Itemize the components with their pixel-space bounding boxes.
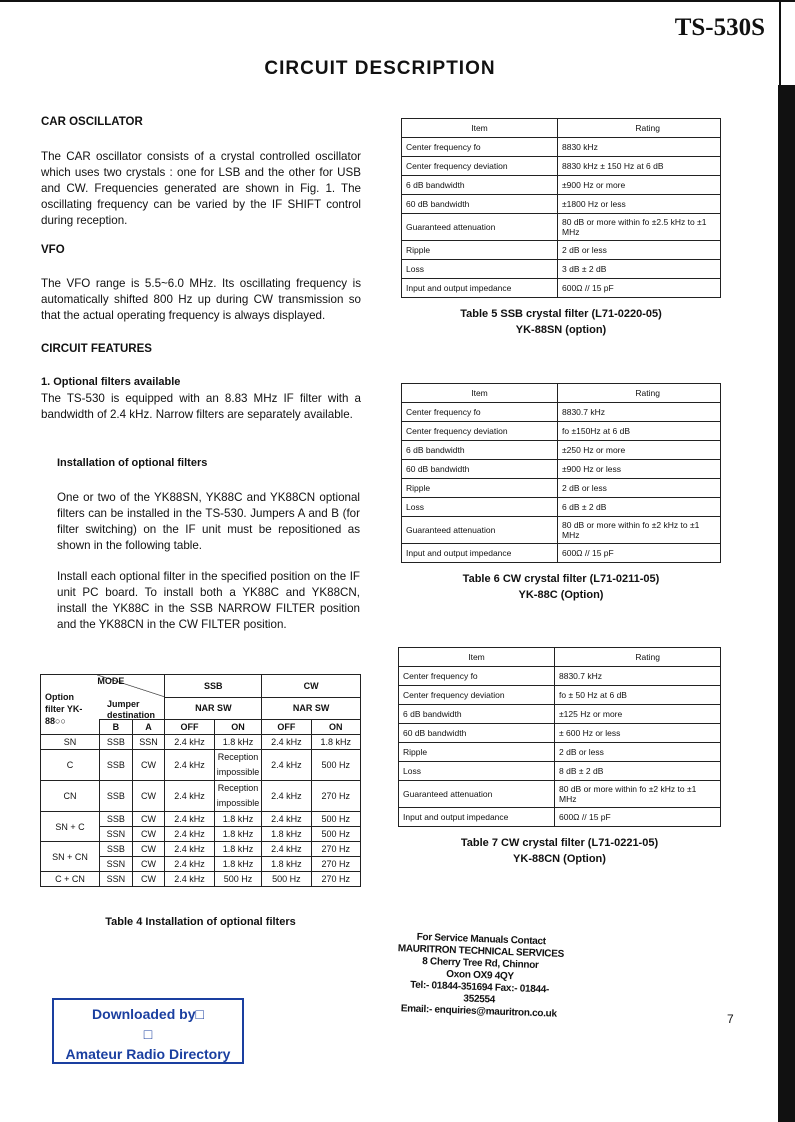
value-cell: 270 Hz	[311, 872, 360, 887]
value-cell: CW	[132, 781, 165, 812]
table-row	[41, 781, 361, 812]
table-row	[399, 762, 721, 781]
value-cell: 2.4 kHz	[165, 750, 214, 781]
value-cell: SSN	[100, 857, 133, 872]
table-4	[40, 674, 361, 887]
value-cell: 2.4 kHz	[165, 812, 214, 827]
value-cell: 500 Hz	[311, 750, 360, 781]
column-header: B	[100, 720, 133, 735]
rating-cell: 8 dB ± 2 dB	[555, 762, 721, 781]
item-cell: Ripple	[399, 743, 555, 762]
edge-line	[779, 0, 781, 85]
column-header: OFF	[165, 720, 214, 735]
rating-cell: 80 dB or more within fo ±2 kHz to ±1 MHz	[558, 517, 721, 544]
header-row	[41, 675, 361, 698]
value-cell: 2.4 kHz	[262, 750, 311, 781]
table-caption: Table 7 CW crystal filter (L71-0221-05)	[460, 837, 659, 849]
download-line-3: Amateur Radio Directory	[65, 1046, 231, 1062]
table-caption: Table 6 CW crystal filter (L71-0211-05)	[462, 573, 660, 585]
column-header: Item	[399, 648, 555, 667]
value-cell: SSB	[100, 812, 133, 827]
item-cell: 6 dB bandwidth	[402, 176, 558, 195]
table-row	[399, 667, 721, 686]
item-cell: Input and output impedance	[399, 808, 555, 827]
value-cell: 2.4 kHz	[262, 735, 311, 750]
filter-cell: C + CN	[41, 872, 100, 887]
table-row	[402, 195, 721, 214]
value-cell: 1.8 kHz	[214, 812, 262, 827]
filter-cell: SN + C	[41, 812, 100, 842]
table-row	[402, 214, 721, 241]
value-cell: 270 Hz	[311, 842, 360, 857]
rating-cell: 8830.7 kHz	[558, 403, 721, 422]
optional-text: The TS-530 is equipped with an 8.83 MHz IF filter with a bandwidth of 2.4 kHz. Narrow filters are separately available.	[41, 392, 361, 421]
install-heading: Installation of optional filters	[57, 457, 208, 469]
item-cell: Ripple	[402, 479, 558, 498]
table-row	[402, 138, 721, 157]
value-cell: SSN	[100, 872, 133, 887]
option-label: Option filter YK-88○○	[45, 692, 83, 726]
column-header: Rating	[558, 119, 721, 138]
table-row	[399, 743, 721, 762]
value-cell: CW	[132, 827, 165, 842]
column-header: Item	[402, 384, 558, 403]
page-number: 7	[727, 1012, 734, 1026]
value-cell: SSB	[100, 750, 133, 781]
value-cell: 500 Hz	[311, 812, 360, 827]
table-caption: Table 5 SSB crystal filter (L71-0220-05)	[460, 308, 662, 320]
car-text: The CAR oscillator consists of a crystal controlled oscillator which uses two crystals : one for LSB and the other for USB and CW. Frequencies generated are shown in Fig. 1. The oscillating frequency can be varied by the IF SHIFT control during reception.	[41, 150, 361, 227]
stamp-line: MAURITRON TECHNICAL SERVICES	[397, 943, 565, 960]
value-cell: 1.8 kHz	[214, 735, 262, 750]
column-header: Item	[402, 119, 558, 138]
value-cell: 2.4 kHz	[262, 781, 311, 812]
item-cell: 60 dB bandwidth	[402, 195, 558, 214]
top-rule	[0, 0, 795, 2]
item-cell: Guaranteed attenuation	[402, 214, 558, 241]
value-cell: SSN	[132, 735, 165, 750]
item-cell: 60 dB bandwidth	[399, 724, 555, 743]
table-row	[399, 705, 721, 724]
value-cell: 1.8 kHz	[262, 857, 311, 872]
service-stamp	[394, 931, 567, 1021]
spec-table-5	[401, 118, 721, 298]
jumper-label: Jumper destination	[107, 699, 156, 720]
filter-cell: SN + CN	[41, 842, 100, 872]
table-row	[41, 872, 361, 887]
value-cell: CW	[132, 812, 165, 827]
rating-cell: 2 dB or less	[555, 743, 721, 762]
table-subcaption: YK-88SN (option)	[515, 324, 607, 336]
rating-cell: 3 dB ± 2 dB	[558, 260, 721, 279]
table-4-caption: Table 4 Installation of optional filters	[105, 916, 296, 928]
rating-cell: 600Ω // 15 pF	[558, 544, 721, 563]
rating-cell: ±900 Hz or more	[558, 176, 721, 195]
rating-cell: ±900 Hz or less	[558, 460, 721, 479]
value-cell: 1.8 kHz	[214, 857, 262, 872]
optional-heading: 1. Optional filters available	[41, 376, 181, 388]
stamp-line: Tel:- 01844-351694 Fax:- 01844-352554	[409, 979, 550, 1006]
table-row	[399, 724, 721, 743]
stamp-line: 8 Cherry Tree Rd, Chinnor	[422, 955, 539, 972]
rating-cell: 8830.7 kHz	[555, 667, 721, 686]
value-cell: 1.8 kHz	[262, 827, 311, 842]
filter-cell: SN	[41, 735, 100, 750]
item-cell: 60 dB bandwidth	[402, 460, 558, 479]
item-cell: Center frequency deviation	[399, 686, 555, 705]
table-row	[402, 422, 721, 441]
table-row	[402, 544, 721, 563]
rating-cell: 8830 kHz ± 150 Hz at 6 dB	[558, 157, 721, 176]
value-cell: CW	[132, 857, 165, 872]
ssb-narsw: NAR SW	[165, 697, 262, 720]
table-subcaption: YK-88CN (Option)	[513, 853, 606, 865]
item-cell: Center frequency fo	[402, 403, 558, 422]
item-cell: Loss	[402, 260, 558, 279]
rating-cell: ±1800 Hz or less	[558, 195, 721, 214]
download-line-1: Downloaded by□	[92, 1006, 204, 1022]
column-header: ON	[214, 720, 262, 735]
item-cell: Center frequency deviation	[402, 422, 558, 441]
value-cell: 1.8 kHz	[311, 735, 360, 750]
value-cell: SSB	[100, 842, 133, 857]
table-header-row	[399, 648, 721, 667]
download-box	[52, 998, 244, 1064]
table-row	[402, 157, 721, 176]
rating-cell: 600Ω // 15 pF	[555, 808, 721, 827]
rating-cell: ±125 Hz or more	[555, 705, 721, 724]
value-cell: 2.4 kHz	[165, 735, 214, 750]
table-row	[402, 176, 721, 195]
rating-cell: ±250 Hz or more	[558, 441, 721, 460]
table-row	[402, 460, 721, 479]
download-line-2: □	[143, 1026, 153, 1042]
table-row	[402, 441, 721, 460]
item-cell: Guaranteed attenuation	[402, 517, 558, 544]
rating-cell: 2 dB or less	[558, 241, 721, 260]
table-row	[41, 750, 361, 781]
value-cell: 2.4 kHz	[262, 842, 311, 857]
value-cell: SSB	[100, 781, 133, 812]
table-row	[402, 517, 721, 544]
table-header-row	[402, 384, 721, 403]
stamp-line: Email:- enquiries@mauritron.co.uk	[400, 1003, 557, 1020]
column-header: Rating	[555, 648, 721, 667]
ssb-header: SSB	[165, 675, 262, 698]
item-cell: 6 dB bandwidth	[399, 705, 555, 724]
table-row	[402, 403, 721, 422]
value-cell: 1.8 kHz	[214, 842, 262, 857]
rating-cell: 600Ω // 15 pF	[558, 279, 721, 298]
spec-table-6	[401, 383, 721, 563]
column-header: OFF	[262, 720, 311, 735]
table-row	[402, 479, 721, 498]
rating-cell: 80 dB or more within fo ±2.5 kHz to ±1 MHz	[558, 214, 721, 241]
install-text-1: One or two of the YK88SN, YK88C and YK88CN optional filters can be installed in the TS-530. Jumpers A and B (for filter switching) on the IF unit must be repositioned as shown in the following table.	[57, 491, 360, 552]
table-row	[399, 808, 721, 827]
column-header: ON	[311, 720, 360, 735]
filter-cell: CN	[41, 781, 100, 812]
table-subcaption: YK-88C (Option)	[518, 589, 604, 601]
item-cell: 6 dB bandwidth	[402, 441, 558, 460]
rating-cell: ± 600 Hz or less	[555, 724, 721, 743]
value-cell: 500 Hz	[262, 872, 311, 887]
item-cell: Center frequency fo	[402, 138, 558, 157]
value-cell: 2.4 kHz	[165, 857, 214, 872]
rating-cell: 8830 kHz	[558, 138, 721, 157]
page-title: CIRCUIT DESCRIPTION	[264, 58, 496, 79]
value-cell: 500 Hz	[311, 827, 360, 842]
table-header-row	[402, 119, 721, 138]
value-cell: 2.4 kHz	[165, 872, 214, 887]
edge-bar	[778, 85, 795, 1122]
value-cell: 270 Hz	[311, 781, 360, 812]
value-cell: 2.4 kHz	[165, 827, 214, 842]
value-cell: CW	[132, 842, 165, 857]
table-row	[402, 279, 721, 298]
car-heading: CAR OSCILLATOR	[41, 116, 143, 128]
item-cell: Guaranteed attenuation	[399, 781, 555, 808]
vfo-text: The VFO range is 5.5~6.0 MHz. Its oscillating frequency is automatically shifted 800 Hz up during CW transmission so that the actual operating frequency is always displayed.	[41, 277, 361, 322]
value-cell: SSN	[100, 827, 133, 842]
value-cell: Reception impossible	[214, 750, 262, 781]
item-cell: Input and output impedance	[402, 279, 558, 298]
value-cell: 500 Hz	[214, 872, 262, 887]
rating-cell: fo ± 50 Hz at 6 dB	[555, 686, 721, 705]
value-cell: 1.8 kHz	[214, 827, 262, 842]
mode-corner-cell	[41, 675, 165, 726]
value-cell: SSB	[100, 735, 133, 750]
rating-cell: 6 dB ± 2 dB	[558, 498, 721, 517]
column-header: Rating	[558, 384, 721, 403]
table-row	[399, 686, 721, 705]
item-cell: Loss	[399, 762, 555, 781]
item-cell: Ripple	[402, 241, 558, 260]
column-header: A	[132, 720, 165, 735]
value-cell: 2.4 kHz	[165, 781, 214, 812]
item-cell: Input and output impedance	[402, 544, 558, 563]
model-number: TS-530S	[674, 14, 765, 41]
value-cell: CW	[132, 750, 165, 781]
filter-cell: C	[41, 750, 100, 781]
rating-cell: 2 dB or less	[558, 479, 721, 498]
item-cell: Center frequency deviation	[402, 157, 558, 176]
features-heading: CIRCUIT FEATURES	[41, 343, 152, 355]
value-cell: 270 Hz	[311, 857, 360, 872]
rating-cell: 80 dB or more within fo ±2 kHz to ±1 MHz	[555, 781, 721, 808]
value-cell: 2.4 kHz	[262, 812, 311, 827]
item-cell: Center frequency fo	[399, 667, 555, 686]
table-row	[41, 735, 361, 750]
value-cell: CW	[132, 872, 165, 887]
table-row	[41, 842, 361, 857]
value-cell: Reception impossible	[214, 781, 262, 812]
rating-cell: fo ±150Hz at 6 dB	[558, 422, 721, 441]
stamp-line: For Service Manuals Contact	[416, 931, 547, 948]
cw-header: CW	[262, 675, 361, 698]
cw-narsw: NAR SW	[262, 697, 361, 720]
mode-label: MODE	[97, 676, 125, 686]
install-text-2: Install each optional filter in the specified position on the IF unit PC board. To install both a YK88C and YK88CN, install the YK88C in the SSB NARROW FILTER position and the YK88CN in the CW FILTER position.	[57, 570, 360, 631]
table-row	[402, 260, 721, 279]
table-row	[41, 812, 361, 827]
table-row	[402, 498, 721, 517]
table-row	[399, 781, 721, 808]
spec-table-7	[398, 647, 721, 827]
stamp-line: Oxon OX9 4QY	[446, 968, 514, 983]
value-cell: 2.4 kHz	[165, 842, 214, 857]
vfo-heading: VFO	[41, 244, 65, 256]
table-row	[402, 241, 721, 260]
item-cell: Loss	[402, 498, 558, 517]
